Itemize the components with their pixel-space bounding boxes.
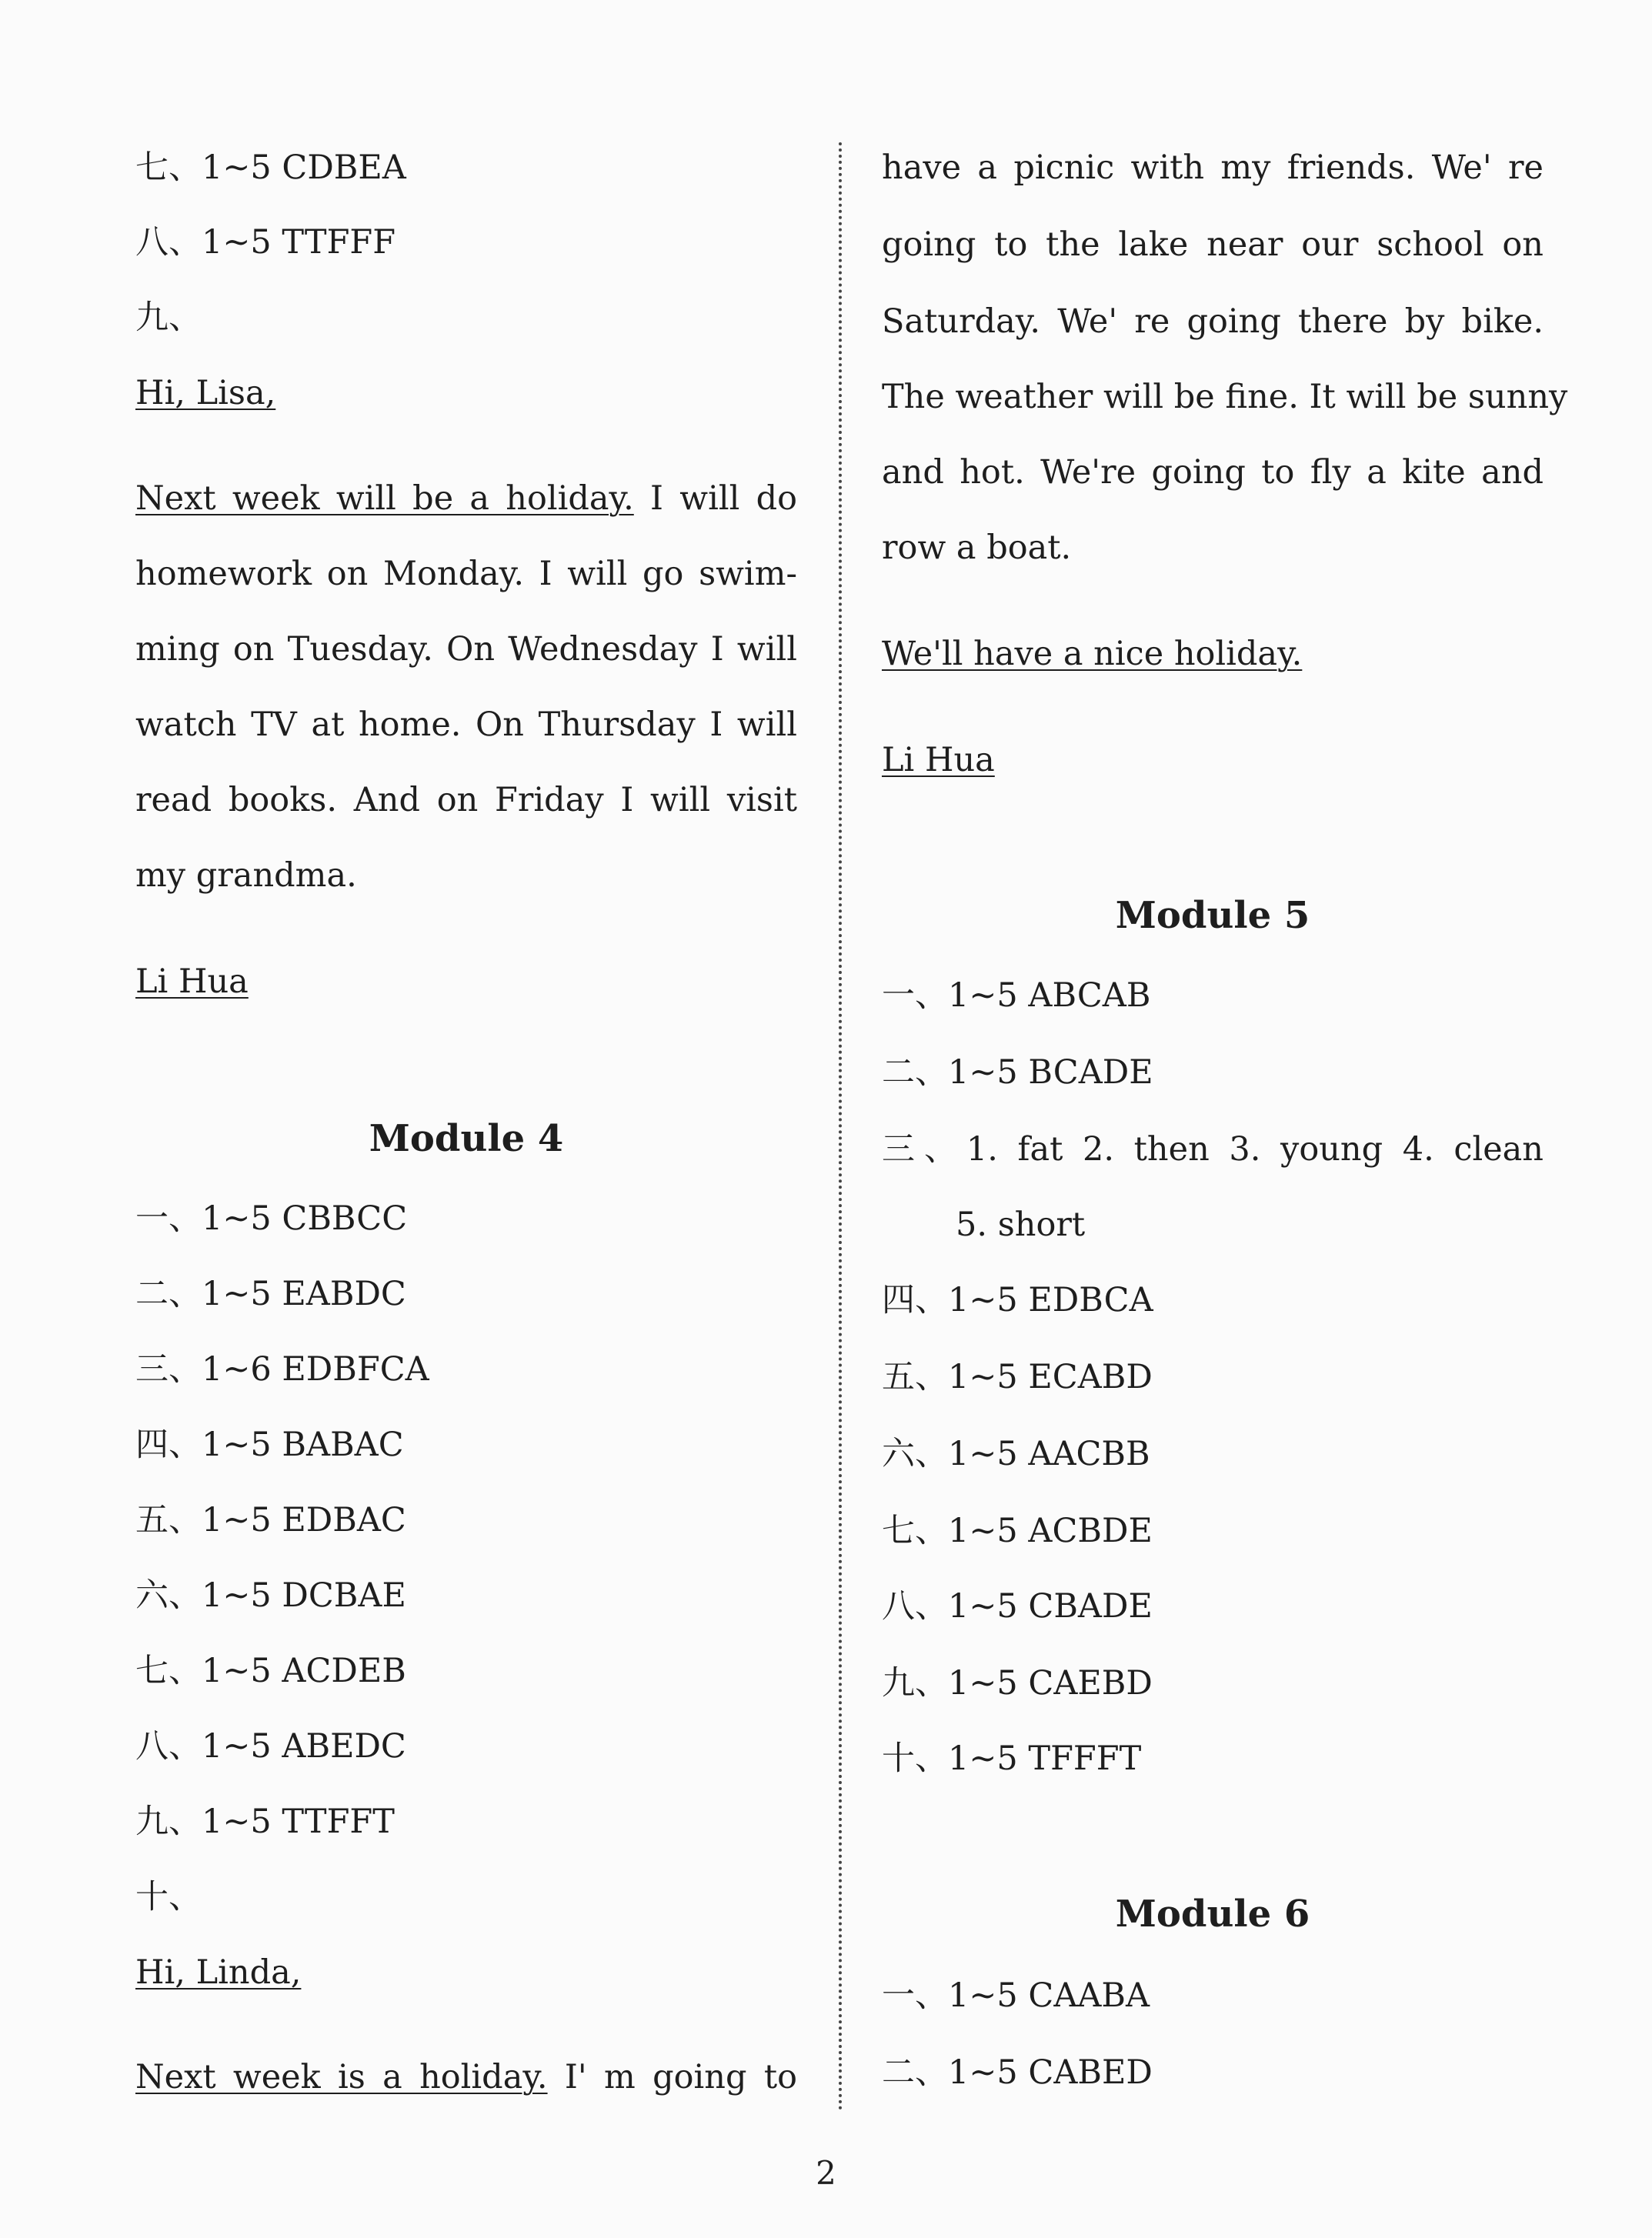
- m4-letter-greeting: [135, 1951, 797, 1994]
- m4-answer: 八、1~5 ABEDC: [135, 1727, 406, 1766]
- m5-answer: 九、1~5 CAEBD: [882, 1664, 1153, 1703]
- m5-answer-3-line-1: 三、1. fat 2. then 3. young 4. clean: [882, 1130, 1544, 1169]
- m4-letter-line-3: going to the lake near our school on: [882, 225, 1544, 264]
- m3-letter-line-5: read books. And on Friday I will visit: [135, 781, 797, 819]
- m6-answer-1: 一、1~5 CAABA: [882, 1976, 1150, 2015]
- m3-letter-line-3: ming on Tuesday. On Wednesday I will: [135, 630, 797, 669]
- module-6-heading: Module 6: [1115, 1893, 1310, 1936]
- m5-answer: 五、1~5 ECABD: [882, 1358, 1153, 1396]
- m4-answer: 二、1~5 EABDC: [135, 1275, 406, 1313]
- m4-answer: 一、1~5 CBBCC: [135, 1199, 408, 1238]
- m4-answer-10: 十、: [135, 1878, 202, 1916]
- m5-answer: 七、1~5 ACBDE: [882, 1512, 1153, 1550]
- m4-letter-signature: [882, 739, 1544, 782]
- m4-letter-topic: Next week is a holiday.: [135, 2058, 548, 2096]
- m5-answer: 十、1~5 TFFFT: [882, 1739, 1142, 1778]
- m4-letter-line-1: [135, 2056, 797, 2099]
- m4-letter-signature-text: Li Hua: [882, 741, 995, 779]
- m6-answer-2: 二、1~5 CABED: [882, 2053, 1153, 2092]
- m4-letter-line-7: row a boat.: [882, 529, 1072, 567]
- m4-answer: 四、1~5 BABAC: [135, 1426, 404, 1464]
- m3-letter-signature-text: Li Hua: [135, 962, 249, 1001]
- m3-letter-line-1-rest: I will do: [633, 479, 798, 518]
- m4-letter-line-2: have a picnic with my friends. We' re: [882, 148, 1544, 187]
- m3-letter-topic: Next week will be a holiday.: [135, 479, 634, 518]
- m4-answer: 五、1~5 EDBAC: [135, 1501, 406, 1539]
- m3-letter-greeting-text: Hi, Lisa,: [135, 374, 276, 412]
- m3-answer-9: 九、: [135, 299, 202, 337]
- m4-answer: 七、1~5 ACDEB: [135, 1652, 406, 1690]
- m3-letter-signature: [135, 960, 797, 1003]
- m5-answer: 四、1~5 EDBCA: [882, 1281, 1153, 1319]
- page-number: 2: [816, 2154, 836, 2192]
- m3-letter-line-6: my grandma.: [135, 856, 357, 895]
- m5-answer-3-line-2: 5. short: [956, 1206, 1086, 1244]
- m5-answer: 八、1~5 CBADE: [882, 1587, 1153, 1626]
- m3-letter-line-1: [135, 477, 797, 520]
- m4-letter-closing: [882, 632, 1544, 675]
- m3-letter-greeting: [135, 372, 797, 415]
- m5-answer-1: 一、1~5 ABCAB: [882, 976, 1151, 1015]
- m5-answer: 六、1~5 AACBB: [882, 1435, 1150, 1473]
- m5-answer-2: 二、1~5 BCADE: [882, 1053, 1153, 1092]
- m4-letter-line-4: Saturday. We' re going there by bike.: [882, 302, 1544, 341]
- module-5-heading: Module 5: [1115, 894, 1310, 937]
- m4-letter-line-1-rest: I' m going to: [547, 2058, 797, 2096]
- m4-letter-closing-text: We'll have a nice holiday.: [882, 635, 1303, 673]
- m3-answer-7: 七、1~5 CDBEA: [135, 148, 406, 187]
- m4-letter-greeting-text: Hi, Linda,: [135, 1953, 302, 1992]
- m3-letter-line-4: watch TV at home. On Thursday I will: [135, 705, 797, 744]
- m3-answer-8: 八、1~5 TTFFF: [135, 223, 396, 262]
- module-4-heading: Module 4: [369, 1117, 564, 1160]
- m4-answer: 九、1~5 TTFFT: [135, 1803, 395, 1841]
- m4-letter-line-6: and hot. We're going to fly a kite and: [882, 453, 1544, 492]
- m4-answer: 六、1~5 DCBAE: [135, 1576, 406, 1615]
- m4-answer: 三、1~6 EDBFCA: [135, 1350, 429, 1389]
- m4-letter-line-5: The weather will be fine. It will be sunny: [882, 378, 1568, 416]
- m3-letter-line-2: homework on Monday. I will go swim-: [135, 555, 797, 593]
- column-divider: [839, 142, 842, 2112]
